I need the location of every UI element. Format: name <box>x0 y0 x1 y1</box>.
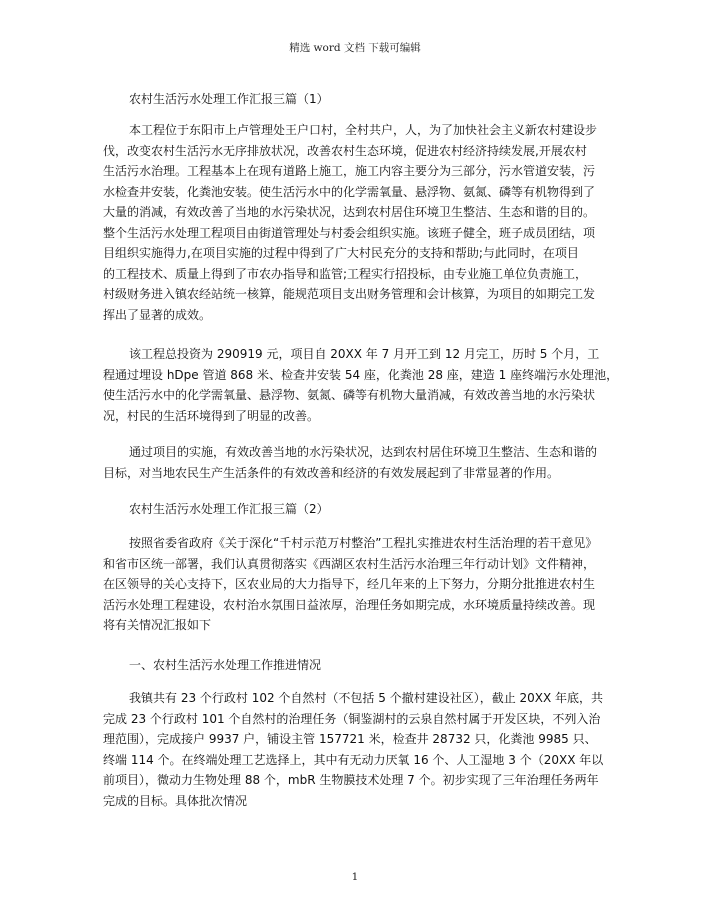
paragraph-line: 目组织实施得力,在项目实施的过程中得到了广大村民充分的支持和帮助;与此同时，在项目 <box>103 246 579 260</box>
paragraph-line: 挥出了显著的成效。 <box>103 307 212 322</box>
paragraph-line: 的工程技术、质量上得到了市农办指导和监管;工程实行招投标，由专业施工单位负责施工， <box>103 266 588 281</box>
paragraph-line: 按照省委省政府《关于深化“千村示范万村整治”工程扎实推进农村生活治理的若干意见》 <box>129 536 598 550</box>
page-number: 1 <box>351 871 359 883</box>
paragraph-line: 使生活污水中的化学需氧量、悬浮物、氨氮、磷等有机物大量消减，有效改善当地的水污染状 <box>103 388 596 402</box>
paragraph-line: 伐，改变农村生活污水无序排放状况，改善农村生态环境，促进农村经济持续发展,开展农村 <box>103 143 587 158</box>
paragraph-line: 我镇共有 23 个行政村 102 个自然村（不包括 5 个撤村建设社区），截止 20XX 年底，共 <box>129 691 604 705</box>
paragraph-line: 村级财务进入镇农经站统一核算，能规范项目支出财务管理和会计核算，为项目的如期完工发 <box>103 287 596 301</box>
paragraph-2 <box>103 344 619 426</box>
paragraph-1 <box>103 120 613 325</box>
paragraph-line: 终端 114 个。在终端处理工艺选择上，其中有无动力厌氧 16 个、人工湿地 3 个（20XX 年以 <box>103 752 604 767</box>
paragraph-4 <box>103 533 613 636</box>
paragraph-line: 完成 23 个行政村 101 个自然村的治理任务（铜鉴湖村的云泉自然村属于开发区块，不列入治 <box>103 711 601 726</box>
subheading: 一、农村生活污水处理工作推进情况 <box>129 658 322 672</box>
section-title-1: 农村生活污水处理工作汇报三篇（1） <box>129 92 329 106</box>
paragraph-line: 目标，对当地农民生产生活条件的有效改善和经济的有效发展起到了非常显著的作用。 <box>103 465 560 480</box>
paragraph-line: 理范围），完成接户 9937 户，铺设主管 157721 米，检查井 28732 只，化粪池 9985 只、 <box>103 732 597 746</box>
paragraph-line: 该工程总投资为 290919 元，项目自 20XX 年 7 月开工到 12 月完工，历时 5 个月，工 <box>129 347 600 361</box>
paragraph-line: 本工程位于东阳市上卢管理处王户口村，全村共户，人，为了加快社会主义新农村建设步 <box>129 123 598 137</box>
paragraph-line: 整个生活污水处理工程项目由街道管理处与村委会组织实施。该班子健全，班子成员团结，项 <box>103 225 596 240</box>
paragraph-5 <box>103 688 613 811</box>
paragraph-line: 程通过埋设 hDpe 管道 868 米、检查井安装 54 座，化粪池 28 座，建造 1 座终端污水处理池， <box>103 367 619 382</box>
paragraph-line: 况，村民的生活环境得到了明显的改善。 <box>103 408 320 423</box>
page-header: 精选 word 文档 下载可编辑 <box>289 42 421 54</box>
paragraph-line: 大量的消减，有效改善了当地的水污染状况，达到农村居住环境卫生整洁、生态和谐的目的。 <box>103 205 596 219</box>
paragraph-line: 和省市区统一部署，我们认真贯彻落实《西湖区农村生活污水治理三年行动计划》文件精神， <box>103 556 596 571</box>
paragraph-line: 完成的目标。具体批次情况 <box>103 793 248 808</box>
paragraph-line: 在区领导的关心支持下，区农业局的大力指导下，经几年来的上下努力，分期分批推进农村生 <box>103 577 596 591</box>
paragraph-3 <box>103 442 613 483</box>
paragraph-line: 将有关情况汇报如下 <box>103 618 212 632</box>
paragraph-line: 生活污水治理。工程基本上在现有道路上施工，施工内容主要分为三部分，污水管道安装，污 <box>103 164 596 178</box>
paragraph-line: 活污水处理工程建设，农村治水氛围日益浓厚，治理任务如期完成，水环境质量持续改善。现 <box>103 597 596 612</box>
paragraph-line: 水检查井安装，化粪池安装。使生活污水中的化学需氧量、悬浮物、氨氮、磷等有机物得到了 <box>103 184 596 199</box>
section-title-2: 农村生活污水处理工作汇报三篇（2） <box>129 502 329 516</box>
paragraph-line: 通过项目的实施，有效改善当地的水污染状况，达到农村居住环境卫生整洁、生态和谐的 <box>129 445 598 459</box>
paragraph-line: 前项目），微动力生物处理 88 个，mbR 生物膜技术处理 7 个。初步实现了三年治理任务两年 <box>103 773 599 787</box>
